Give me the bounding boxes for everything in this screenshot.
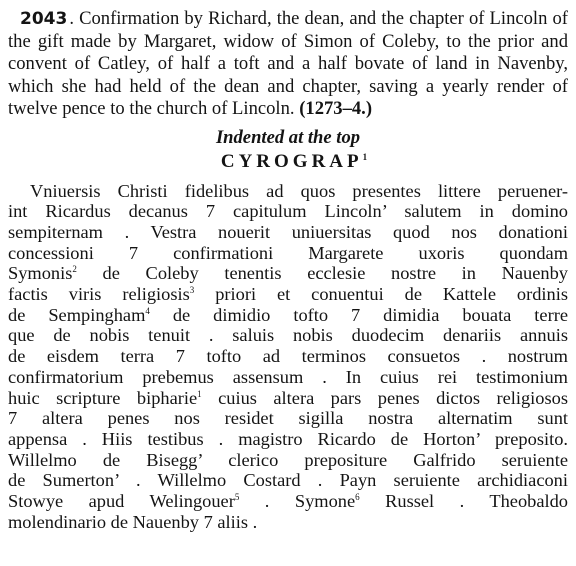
heading-note: Indented at the top [215,126,361,148]
footnote-marker: 5 [234,492,240,503]
footnote-marker: 1 [197,388,202,399]
charter-line [8,284,568,305]
charter-line-text: que de nobis tenuit . saluis nobis duodecim denariis annuis [8,325,568,346]
charter-line [8,201,568,222]
footnote-marker: 2 [72,264,77,275]
entry-summary [8,8,568,121]
charter-line [8,346,568,367]
charter-line [8,222,568,243]
document-page [8,8,568,532]
charter-line-text: sempiternam . Vestra nouerit uniuersitas quod nos donationi [8,221,568,242]
charter-line [8,243,568,264]
charter-line-text: de Sumerton’ . Willelmo Costard . Payn seruiente archidiaconi [8,470,568,491]
charter-line [8,470,568,491]
charter-title [20,151,568,173]
charter-line-text: . Symone [239,491,356,512]
charter-line [8,408,568,429]
charter-line [8,325,568,346]
charter-line [8,305,568,326]
footnote-marker: 1 [362,151,368,162]
charter-line-text: priori et conuentui de Kattele ordinis [194,284,568,305]
charter-line-text: de Coleby tenentis ecclesie nostre in Nauenby [76,263,568,284]
charter-title-text: CYROGRAP [220,150,363,172]
charter-line-text: Willelmo de Bisegg’ clerico prepositure Galfrido seruiente [8,449,568,470]
charter-line-text: int Ricardus decanus 7 capitulum Lincoln’ salutem in domino [8,201,568,222]
charter-line-text: Russel . Theobaldo [359,491,568,512]
charter-line [8,181,568,202]
charter-line-text: concessioni 7 confirmationi Margarete uxoris quondam [8,242,568,263]
entry-number: 2043 [20,9,68,29]
charter-line [8,367,568,388]
charter-line-text: huic scripture bipharie [8,387,198,408]
footnote-marker: 3 [189,285,195,296]
entry-date: (1273–4.) [299,98,373,119]
footnote-marker: 6 [355,492,360,503]
footnote-marker: 4 [145,305,150,316]
charter-line [8,512,568,533]
charter-line-text: de Sempingham [8,304,146,325]
charter-line [8,491,568,512]
charter-line-text: Stowye apud Welingouer [8,491,235,512]
charter-line-text: Vniuersis Christi fidelibus ad quos presentes littere peruener- [30,180,568,201]
charter-text [8,181,568,533]
charter-line [8,263,568,284]
charter-line-text: cuius altera pars penes dictos religiosos [201,387,568,408]
charter-line-text: molendinario de Nauenby 7 aliis . [8,511,258,532]
charter-line-text: de eisdem terra 7 tofto ad terminos consuetos . nostrum [8,346,568,367]
charter-line-text: factis viris religiosis [8,284,190,305]
charter-line-text: de dimidio tofto 7 dimidia bouata terre [149,304,568,325]
charter-line-text: confirmatorium prebemus assensum . In cuius rei testimonium [8,366,568,387]
summary-text: . Confirmation by Richard, the dean, and the chapter of Lincoln of the gift made by Margaret, widow of Simon of Coleby, to the prior and convent of Catley, of half a toft and a half bovate of land in Navenby, which she had held of the dean and chapter, saving a yearly render of twelve pence to the church of Lincoln. [8,8,568,119]
charter-line [8,429,568,450]
charter-line-text: 7 altera penes nos residet sigilla nostra alternatim sunt [8,408,568,429]
charter-line [8,450,568,471]
charter-line [8,388,568,409]
charter-line-text: Symonis [8,263,73,284]
charter-line-text: appensa . Hiis testibus . magistro Ricardo de Horton’ preposito. [8,428,568,449]
